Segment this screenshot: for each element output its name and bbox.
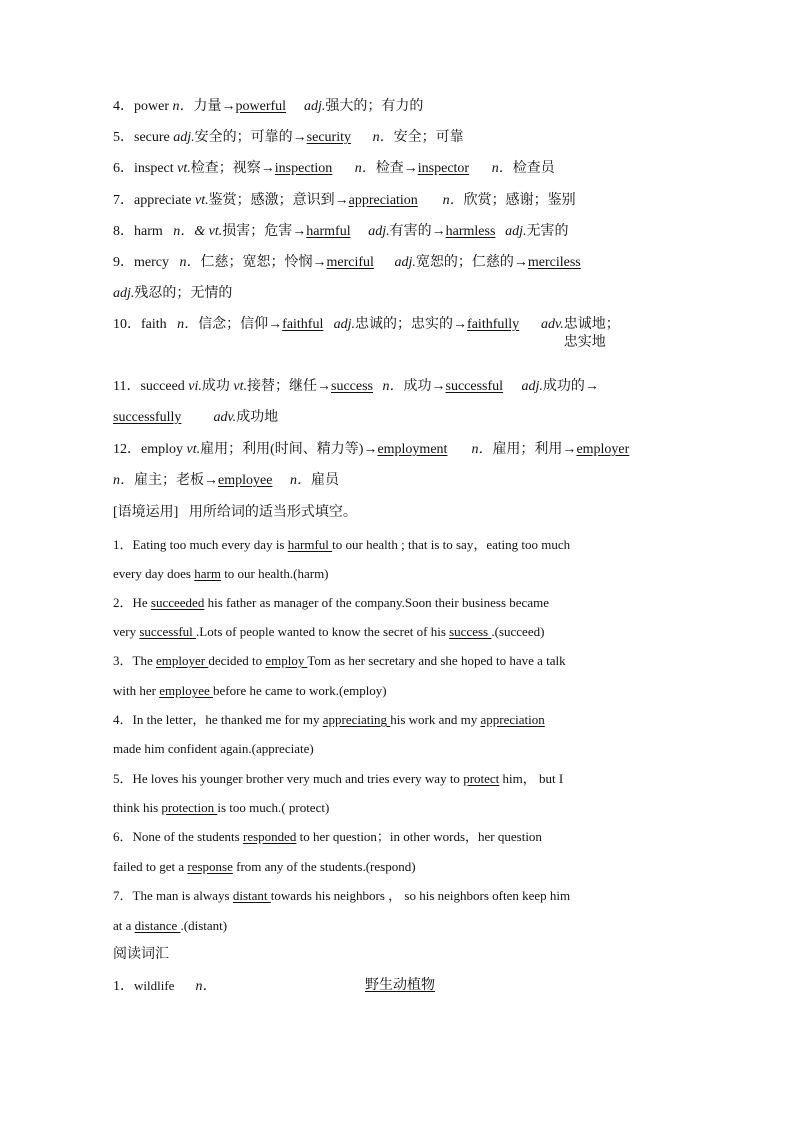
meaning: 力量→	[193, 99, 236, 114]
answer-blank: appreciation	[480, 712, 545, 727]
exercise-text: .(succeed)	[491, 624, 545, 639]
meaning: 仁慈；宽恕；怜悯→	[200, 255, 327, 270]
headword: mercy	[134, 255, 169, 270]
meaning: 忠诚的；忠实的→	[355, 317, 468, 332]
meaning: 鉴赏；感激；意识到→	[208, 193, 349, 208]
meaning: 安全的；可靠的→	[194, 130, 307, 145]
answer-blank: responded	[242, 829, 297, 844]
answer-blank: success	[449, 624, 492, 639]
part-of-speech: adv.	[541, 317, 564, 332]
meaning: 宽恕的；仁慈的→	[415, 255, 528, 270]
answer-blank: harmful	[306, 224, 351, 239]
answer-blank: inspector	[417, 161, 470, 176]
exercise-text: made him confident again.(appreciate)	[113, 741, 314, 756]
answer-blank: distant	[232, 888, 271, 903]
answer-blank: appreciation	[348, 193, 418, 208]
answer-blank: successfully	[113, 410, 182, 425]
answer-blank: distance	[134, 918, 181, 933]
exercise-text: with her	[113, 683, 160, 698]
exercise-text: before he came to work.(employ)	[213, 683, 387, 698]
exercise-text: at a	[113, 918, 135, 933]
exercise-1-line-2	[113, 565, 329, 583]
item-number: 11．	[113, 379, 141, 394]
part-of-speech: n．	[491, 161, 513, 176]
meaning: 强大的；有力的	[325, 99, 424, 114]
answer-blank: employ	[265, 653, 308, 668]
headword: appreciate	[134, 193, 192, 208]
exercise-text: from any of the students.(respond)	[232, 859, 416, 874]
vocab-item-7	[113, 192, 576, 210]
exercise-text: 6．None of the students	[113, 829, 243, 844]
answer-blank: employment	[377, 442, 448, 457]
meaning: 损害；危害→	[222, 224, 307, 239]
part-of-speech: vt.	[177, 161, 191, 176]
part-of-speech: n．	[172, 99, 194, 114]
answer-blank: merciful	[326, 255, 374, 270]
meaning: 检查；视察→	[190, 161, 275, 176]
item-number: 12．	[113, 442, 141, 457]
vocab-item-5	[113, 129, 464, 147]
answer-blank: harm	[194, 566, 221, 581]
part-of-speech: n．	[372, 130, 394, 145]
vocab-item-4	[113, 98, 423, 116]
vocab-item-12-continued	[113, 472, 339, 490]
vocab-item-12	[113, 441, 634, 459]
meaning: 成功→	[403, 379, 446, 394]
exercise-text: to her question；in other words，her question	[296, 829, 542, 844]
reading-heading: 阅读词汇	[113, 947, 169, 962]
exercise-7	[113, 887, 570, 905]
item-number: 7．	[113, 193, 134, 208]
part-of-speech: n．	[471, 442, 493, 457]
answer-blank: appreciating	[322, 712, 391, 727]
exercise-2-line-2	[113, 623, 544, 641]
section-title: [语境运用]	[113, 505, 179, 520]
answer-blank: response	[187, 859, 233, 874]
headword: succeed	[140, 379, 185, 394]
answer-blank: 野生动植物	[365, 978, 435, 993]
meaning: 成功地	[236, 410, 279, 425]
exercise-text: 4．In the letter，he thanked me for my	[113, 712, 323, 727]
answer-blank: faithful	[282, 317, 324, 332]
item-number: 9．	[113, 255, 134, 270]
part-of-speech: n．	[179, 255, 201, 270]
section-instruction: 用所给词的适当形式填空。	[188, 505, 357, 520]
exercise-3	[113, 652, 566, 670]
part-of-speech: n．	[382, 379, 404, 394]
exercise-text: to our health ; that is to say，eating too much	[332, 537, 571, 552]
meaning: 残忍的；无情的	[134, 286, 233, 301]
vocab-item-11	[113, 378, 599, 396]
item-number: 8．	[113, 224, 134, 239]
meaning: 忠诚地；忠实地	[563, 317, 620, 350]
exercise-text: Tom as her secretary and she hoped to have a talk	[307, 653, 566, 668]
answer-blank: employee	[159, 683, 214, 698]
answer-blank: powerful	[235, 99, 287, 114]
headword: faith	[141, 317, 167, 332]
answer-blank: protect	[463, 771, 500, 786]
answer-blank: security	[306, 130, 351, 145]
meaning: 无害的	[526, 224, 569, 239]
vocab-item-10	[113, 316, 620, 352]
answer-blank: employee	[218, 473, 273, 488]
meaning: 有害的→	[389, 224, 446, 239]
meaning: 雇用；利用→	[492, 442, 577, 457]
part-of-speech: n．& vt.	[173, 224, 223, 239]
exercise-6	[113, 828, 542, 846]
meaning: 检查→	[375, 161, 418, 176]
headword: employ	[141, 442, 183, 457]
part-of-speech: vi.	[188, 379, 202, 394]
exercise-text: decided to	[208, 653, 266, 668]
meaning: 雇主；老板→	[134, 473, 218, 488]
meaning: 成功	[201, 379, 230, 394]
exercise-text: .(distant)	[180, 918, 228, 933]
exercise-text: to our health.(harm)	[220, 566, 329, 581]
part-of-speech: n．	[442, 193, 464, 208]
part-of-speech: vt.	[186, 442, 201, 457]
exercise-5-line-2	[113, 799, 329, 817]
exercise-4	[113, 711, 545, 729]
item-number: 10．	[113, 317, 141, 332]
meaning: 成功的→	[542, 379, 599, 394]
exercise-3-line-2	[113, 682, 387, 700]
vocab-item-6	[113, 160, 555, 178]
part-of-speech: n．	[354, 161, 376, 176]
part-of-speech: adj.	[394, 255, 416, 270]
part-of-speech: n．	[290, 473, 311, 488]
part-of-speech: adj.	[368, 224, 390, 239]
exercise-text: towards his neighbors ， so his neighbors often keep him	[270, 888, 571, 903]
meaning: 检查员	[512, 161, 555, 176]
item-number: 5．	[113, 130, 134, 145]
exercise-text: is too much.( protect)	[217, 800, 330, 815]
part-of-speech: vt.	[195, 193, 209, 208]
part-of-speech: adj.	[113, 286, 135, 301]
exercise-text: 7．The man is always	[113, 888, 233, 903]
part-of-speech: adj.	[173, 130, 195, 145]
exercise-text: 2．He	[113, 595, 151, 610]
vocab-item-9-continued	[113, 285, 232, 303]
headword: harm	[134, 224, 163, 239]
meaning: 雇用；利用(时间、精力等)→	[200, 442, 378, 457]
answer-blank: protection	[161, 800, 218, 815]
part-of-speech: adj.	[304, 99, 326, 114]
exercise-text: his father as manager of the company.Soon their business became	[204, 595, 549, 610]
exercise-text: every day does	[113, 566, 195, 581]
exercise-5	[113, 770, 563, 788]
meaning: 接替；继任→	[247, 379, 332, 394]
part-of-speech: vt.	[233, 379, 248, 394]
exercise-text: 3．The	[113, 653, 156, 668]
reading-item-1	[113, 977, 673, 996]
exercise-2	[113, 594, 549, 612]
item-number: 4．	[113, 99, 134, 114]
part-of-speech: n．	[195, 979, 217, 994]
answer-blank: successful	[445, 379, 504, 394]
part-of-speech: adv.	[213, 410, 237, 425]
exercise-1	[113, 536, 570, 554]
answer-blank: succeeded	[150, 595, 205, 610]
answer-blank: employer	[576, 442, 630, 457]
answer-blank: merciless	[527, 255, 581, 270]
exercise-4-line-2	[113, 740, 314, 758]
section-heading	[113, 504, 357, 522]
meaning: 雇员	[311, 473, 339, 488]
exercise-text: .Lots of people wanted to know the secret of his	[196, 624, 450, 639]
part-of-speech: adj.	[521, 379, 543, 394]
headword: inspect	[134, 161, 174, 176]
exercise-text: 5．He loves his younger brother very much and tries every way to	[113, 771, 464, 786]
vocab-item-11-continued	[113, 409, 278, 427]
exercise-text: very	[113, 624, 140, 639]
vocab-item-8	[113, 223, 569, 241]
item-number: 1．	[113, 979, 134, 994]
exercise-text: think his	[113, 800, 162, 815]
exercise-text: 1．Eating too much every day is	[113, 537, 288, 552]
headword: power	[134, 99, 169, 114]
headword: wildlife	[134, 978, 175, 993]
answer-blank: employer	[155, 653, 209, 668]
exercise-7-line-2	[113, 917, 227, 935]
meaning: 信念；信仰→	[198, 317, 283, 332]
answer-blank: inspection	[274, 161, 333, 176]
headword: secure	[134, 130, 170, 145]
meaning: 安全；可靠	[393, 130, 464, 145]
answer-blank: faithfully	[467, 317, 520, 332]
exercise-text: failed to get a	[113, 859, 188, 874]
part-of-speech: adj.	[505, 224, 527, 239]
answer-blank: successful	[139, 624, 197, 639]
part-of-speech: n．	[177, 317, 199, 332]
answer-blank: harmless	[445, 224, 496, 239]
vocab-item-9	[113, 254, 590, 272]
part-of-speech: n．	[113, 473, 134, 488]
answer-blank: harmful	[287, 537, 333, 552]
part-of-speech: adj.	[333, 317, 356, 332]
answer-blank: success	[331, 379, 374, 394]
meaning: 欣赏；感谢；鉴别	[463, 193, 576, 208]
exercise-text: his work and my	[390, 712, 481, 727]
exercise-6-line-2	[113, 858, 416, 876]
exercise-text: him， but I	[499, 771, 564, 786]
item-number: 6．	[113, 161, 134, 176]
